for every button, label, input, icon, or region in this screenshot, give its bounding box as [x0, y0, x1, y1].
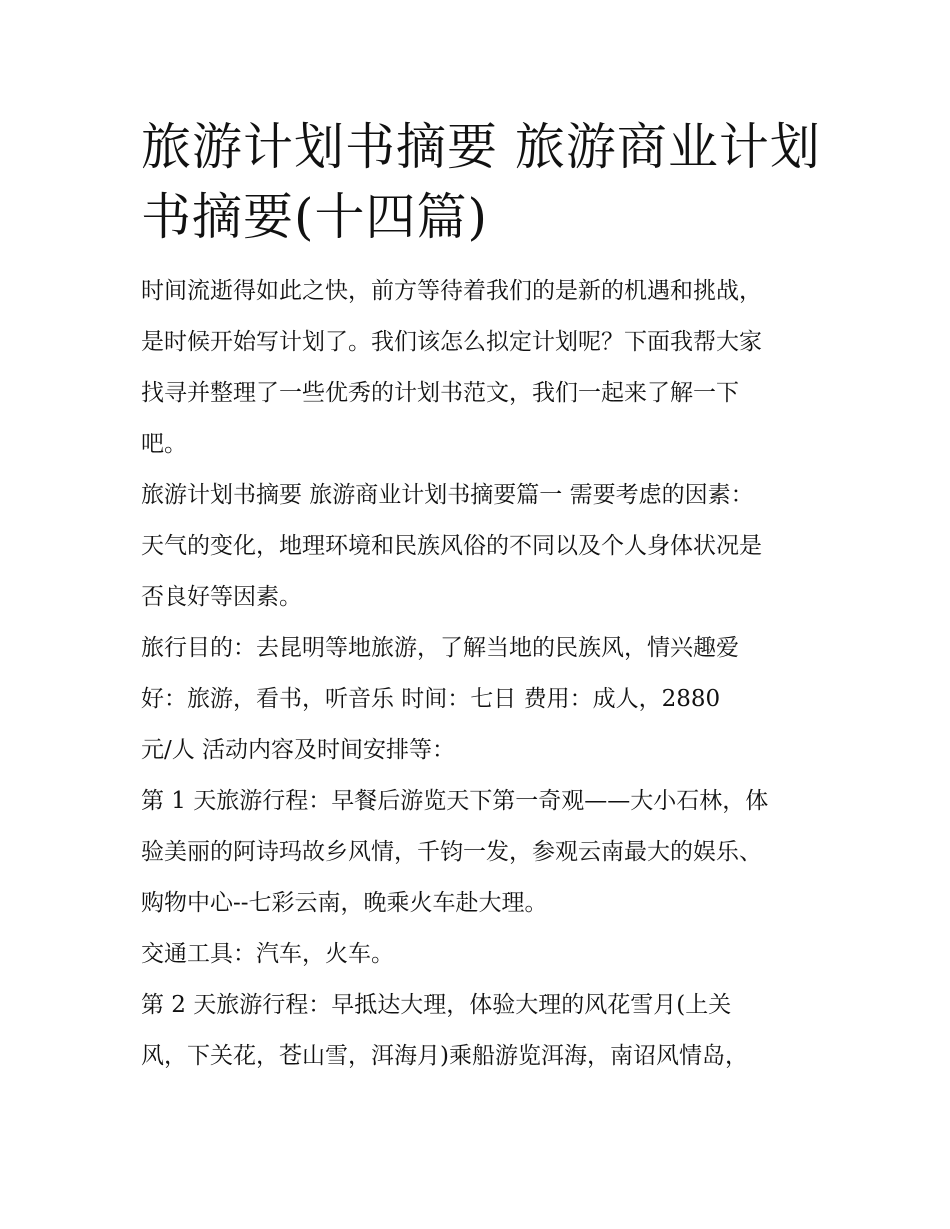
text-line: 否良好等因素。 — [141, 584, 302, 610]
paragraph-day-1 — [141, 776, 821, 929]
text-line: 风，下关花，苍山雪，洱海月)乘船游览洱海，南诏风情岛， — [141, 1043, 748, 1069]
document-page — [141, 112, 821, 1082]
text-line: 元/人 活动内容及时间安排等： — [141, 737, 456, 763]
text-line: 旅游计划书摘要 旅游商业计划书摘要篇一 需要考虑的因素： — [141, 482, 754, 508]
text-line: 找寻并整理了一些优秀的计划书范文，我们一起来了解一下 — [141, 380, 739, 406]
paragraph-day-2 — [141, 980, 821, 1082]
text-line: 购物中心--七彩云南，晚乘火车赴大理。 — [141, 890, 548, 916]
text-line: 好：旅游，看书，听音乐 时间：七日 费用：成人，2880 — [141, 686, 721, 712]
text-line: 时间流逝得如此之快，前方等待着我们的是新的机遇和挑战， — [141, 278, 762, 304]
text-line: 验美丽的阿诗玛故乡风情，千钧一发，参观云南最大的娱乐、 — [141, 839, 762, 865]
paragraph-transport — [141, 929, 821, 980]
text-line: 天气的变化，地理环境和民族风俗的不同以及个人身体状况是 — [141, 533, 762, 559]
paragraph-purpose — [141, 623, 821, 776]
text-line: 旅行目的：去昆明等地旅游，了解当地的民族风，情兴趣爱 — [141, 635, 739, 661]
text-line: 第 1 天旅游行程：早餐后游览天下第一奇观——大小石林，体 — [141, 788, 769, 814]
document-title — [141, 112, 821, 252]
title-line: 旅游计划书摘要 旅游商业计划 — [141, 118, 821, 176]
text-line: 第 2 天旅游行程：早抵达大理，体验大理的风花雪月(上关 — [141, 992, 732, 1018]
text-line: 交通工具：汽车，火车。 — [141, 941, 394, 967]
paragraph-factors — [141, 470, 821, 623]
text-line: 是时候开始写计划了。我们该怎么拟定计划呢？下面我帮大家 — [141, 329, 762, 355]
paragraph-intro — [141, 266, 821, 470]
text-line: 吧。 — [141, 431, 187, 457]
title-line: 书摘要(十四篇) — [141, 188, 489, 246]
document-body — [141, 266, 821, 1082]
